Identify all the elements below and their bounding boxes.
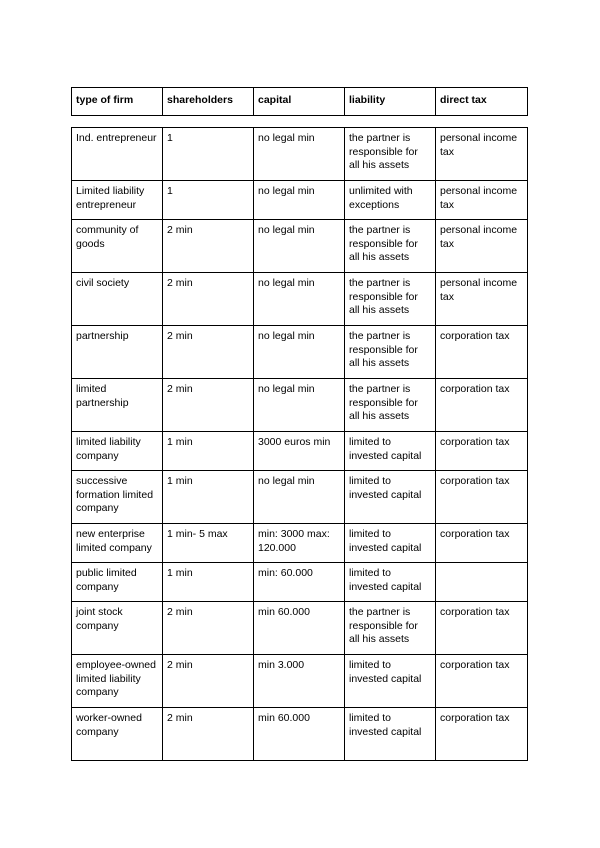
cell-direct-tax: personal income tax: [436, 181, 528, 220]
cell-capital: min 3.000: [254, 655, 345, 708]
cell-direct-tax: personal income tax: [436, 220, 528, 273]
cell-direct-tax: corporation tax: [436, 471, 528, 524]
cell-type-of-firm: community of goods: [72, 220, 163, 273]
cell-direct-tax: corporation tax: [436, 379, 528, 432]
cell-liability: the partner is responsible for all his assets: [345, 326, 436, 379]
header-capital: capital: [254, 88, 345, 116]
table-row: [72, 602, 528, 655]
cell-type-of-firm: Ind. entrepreneur: [72, 128, 163, 181]
cell-liability: limited to invested capital: [345, 563, 436, 602]
cell-shareholders: 2 min: [163, 326, 254, 379]
table-row: [72, 181, 528, 220]
table-row: [72, 524, 528, 563]
cell-type-of-firm: joint stock company: [72, 602, 163, 655]
cell-shareholders: 2 min: [163, 708, 254, 761]
cell-shareholders: 1 min: [163, 471, 254, 524]
table-row: [72, 379, 528, 432]
cell-type-of-firm: new enterprise limited company: [72, 524, 163, 563]
cell-direct-tax: personal income tax: [436, 273, 528, 326]
cell-capital: min: 3000 max: 120.000: [254, 524, 345, 563]
cell-capital: no legal min: [254, 128, 345, 181]
cell-liability: limited to invested capital: [345, 655, 436, 708]
table-row: [72, 326, 528, 379]
cell-type-of-firm: public limited company: [72, 563, 163, 602]
cell-liability: limited to invested capital: [345, 708, 436, 761]
table-row: [72, 273, 528, 326]
cell-direct-tax: corporation tax: [436, 602, 528, 655]
header-shareholders: shareholders: [163, 88, 254, 116]
cell-liability: limited to invested capital: [345, 524, 436, 563]
cell-liability: the partner is responsible for all his assets: [345, 379, 436, 432]
table-row: [72, 128, 528, 181]
cell-direct-tax: corporation tax: [436, 432, 528, 471]
table-row: [72, 655, 528, 708]
cell-type-of-firm: worker-owned company: [72, 708, 163, 761]
header-row: [72, 88, 528, 116]
cell-shareholders: 1 min: [163, 432, 254, 471]
cell-capital: no legal min: [254, 471, 345, 524]
cell-type-of-firm: limited partnership: [72, 379, 163, 432]
cell-capital: no legal min: [254, 379, 345, 432]
cell-direct-tax: [436, 563, 528, 602]
cell-direct-tax: corporation tax: [436, 524, 528, 563]
cell-liability: the partner is responsible for all his assets: [345, 273, 436, 326]
cell-liability: unlimited with exceptions: [345, 181, 436, 220]
cell-type-of-firm: successive formation limited company: [72, 471, 163, 524]
firm-types-table: [71, 127, 528, 761]
cell-capital: min 60.000: [254, 602, 345, 655]
cell-shareholders: 1 min: [163, 563, 254, 602]
table-row: [72, 220, 528, 273]
cell-liability: limited to invested capital: [345, 432, 436, 471]
cell-type-of-firm: civil society: [72, 273, 163, 326]
cell-type-of-firm: employee-owned limited liability company: [72, 655, 163, 708]
cell-liability: the partner is responsible for all his assets: [345, 128, 436, 181]
cell-capital: no legal min: [254, 220, 345, 273]
cell-capital: no legal min: [254, 273, 345, 326]
table-row: [72, 563, 528, 602]
cell-direct-tax: corporation tax: [436, 326, 528, 379]
cell-liability: the partner is responsible for all his assets: [345, 220, 436, 273]
cell-shareholders: 2 min: [163, 379, 254, 432]
header-liability: liability: [345, 88, 436, 116]
cell-capital: min 60.000: [254, 708, 345, 761]
cell-shareholders: 1 min- 5 max: [163, 524, 254, 563]
cell-type-of-firm: limited liability company: [72, 432, 163, 471]
cell-shareholders: 2 min: [163, 273, 254, 326]
cell-type-of-firm: Limited liability entrepreneur: [72, 181, 163, 220]
cell-direct-tax: corporation tax: [436, 655, 528, 708]
cell-shareholders: 2 min: [163, 602, 254, 655]
cell-type-of-firm: partnership: [72, 326, 163, 379]
header-type-of-firm: type of firm: [72, 88, 163, 116]
cell-capital: no legal min: [254, 326, 345, 379]
cell-shareholders: 2 min: [163, 220, 254, 273]
cell-capital: no legal min: [254, 181, 345, 220]
cell-direct-tax: corporation tax: [436, 708, 528, 761]
cell-shareholders: 1: [163, 128, 254, 181]
cell-direct-tax: personal income tax: [436, 128, 528, 181]
cell-shareholders: 1: [163, 181, 254, 220]
header-table: [71, 87, 528, 116]
cell-liability: limited to invested capital: [345, 471, 436, 524]
cell-shareholders: 2 min: [163, 655, 254, 708]
cell-liability: the partner is responsible for all his assets: [345, 602, 436, 655]
table-row: [72, 708, 528, 761]
cell-capital: min: 60.000: [254, 563, 345, 602]
header-direct-tax: direct tax: [436, 88, 528, 116]
cell-capital: 3000 euros min: [254, 432, 345, 471]
table-row: [72, 432, 528, 471]
table-row: [72, 471, 528, 524]
